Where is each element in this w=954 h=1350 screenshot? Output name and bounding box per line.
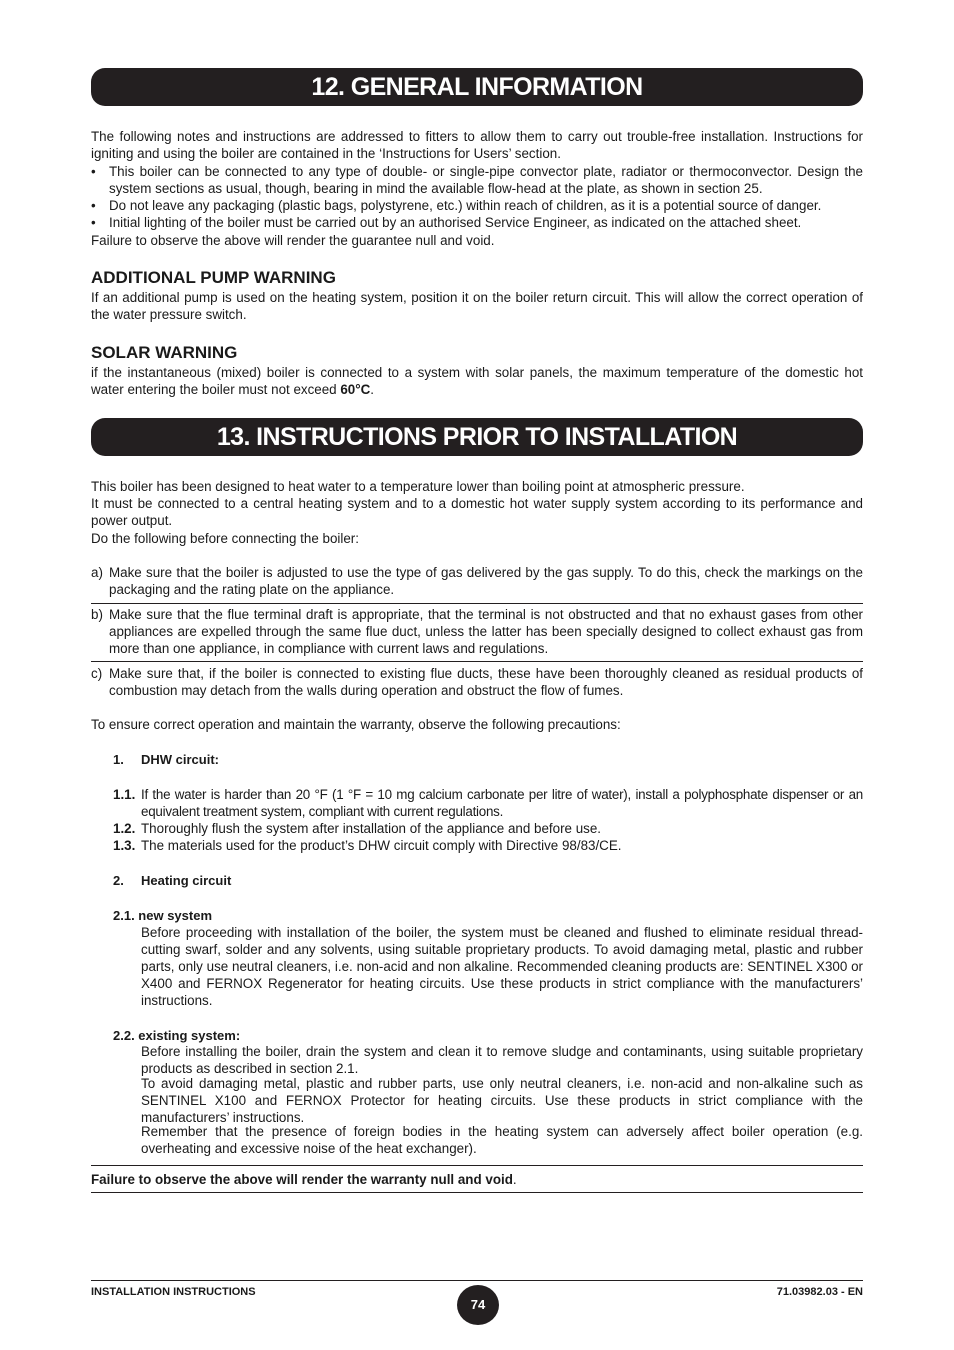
dhw-item-mark: 1.1. xyxy=(113,787,136,802)
warranty-end: . xyxy=(512,1172,517,1187)
bullet-item xyxy=(91,163,863,197)
bullet-item xyxy=(91,214,863,231)
page-number: 74 xyxy=(457,1285,499,1325)
warranty-text: Failure to observe the above will render the warranty null and void xyxy=(91,1172,513,1187)
precautions-intro: To ensure correct operation and maintain the warranty, observe the following precautions: xyxy=(91,717,621,732)
list-item xyxy=(91,665,863,699)
bullet-mark: • xyxy=(91,215,96,230)
dhw-item xyxy=(113,837,863,854)
bullet-mark: • xyxy=(91,198,96,213)
list-text: Make sure that the boiler is adjusted to use the type of gas delivered by the gas supply. To do this, check the markings on the packaging and the rating plate on the appliance. xyxy=(109,565,863,597)
bullet-text: Initial lighting of the boiler must be carried out by an authorised Service Engineer, as indicated on the attached sheet. xyxy=(109,215,802,230)
section-13-intro-3: Do the following before connecting the boiler: xyxy=(91,531,359,546)
dhw-item xyxy=(113,820,863,837)
footer-divider xyxy=(91,1280,863,1281)
list-item xyxy=(91,564,863,598)
existing-system-heading: 2.2. existing system: xyxy=(113,1028,241,1043)
dhw-heading xyxy=(113,751,219,768)
dhw-item-mark: 1.2. xyxy=(113,821,136,836)
warranty-note xyxy=(91,1171,863,1188)
solar-temperature: 60°C xyxy=(340,382,371,397)
section-13-intro-2: It must be connected to a central heating system and to a domestic hot water supply system according to its performance and power output. xyxy=(91,496,863,528)
list-mark: a) xyxy=(91,565,103,580)
dhw-item xyxy=(113,786,863,820)
pump-warning-heading: ADDITIONAL PUMP WARNING xyxy=(91,268,336,287)
list-text: Make sure that, if the boiler is connected to existing flue ducts, these have been thoroughly cleaned as residual products of combustion may detach from the walls during operation and obstruct the flow of fumes. xyxy=(109,666,863,698)
solar-warning-text xyxy=(91,364,863,398)
heating-mark: 2. xyxy=(113,873,124,888)
bullet-item xyxy=(91,197,863,214)
divider xyxy=(91,661,863,662)
dhw-heading-label: DHW circuit: xyxy=(141,752,219,767)
new-system-heading: 2.1. new system xyxy=(113,908,212,923)
dhw-item-text: The materials used for the product’s DHW circuit comply with Directive 98/83/CE. xyxy=(141,838,622,853)
new-system-text: Before proceeding with installation of the boiler, the system must be cleaned and flushed to eliminate residual thread-cutting swarf, solder and any solvents, using suitable proprietary products. To avoid damaging metal, plastic and rubber parts, only use neutral cleaners, i.e. non-acid and non alkaline. Recommended cleaning products are: SENTINEL X300 or X400 and FERNOX Regenerator for heating circuits. Use these products in strict compliance with the manufacturers’ instructions. xyxy=(141,925,863,1008)
section-12-intro: The following notes and instructions are addressed to fitters to allow them to carry out trouble-free installation. Instructions for igniting and using the boiler are contained in the ‘Instructions for Users’ section. xyxy=(91,129,863,161)
existing-system-text-3: Remember that the presence of foreign bodies in the heating system can adversely affect boiler operation (e.g. overheating and excessive noise of the heat exchanger). xyxy=(141,1124,863,1156)
footer-left-label: INSTALLATION INSTRUCTIONS xyxy=(91,1286,256,1298)
dhw-item-mark: 1.3. xyxy=(113,838,136,853)
footer-document-code: 71.03982.03 - EN xyxy=(776,1286,863,1298)
dhw-item-text: If the water is harder than 20 °F (1 °F = 10 mg calcium carbonate per litre of water), install a polyphosphate dispenser or an equivalent treatment system, compliant with current regulations. xyxy=(141,787,863,819)
divider xyxy=(91,603,863,604)
list-mark: b) xyxy=(91,607,103,622)
bullet-text: This boiler can be connected to any type of double- or single-pipe convector plate, radiator or thermoconvector. Design the system sections as usual, though, bearing in mind the available flow-head at the plate, as shown in section 25. xyxy=(109,164,863,196)
divider xyxy=(91,1192,863,1193)
bullet-text: Do not leave any packaging (plastic bags, polystyrene, etc.) within reach of children, as it is a potential source of danger. xyxy=(109,198,822,213)
divider xyxy=(91,1165,863,1166)
list-item xyxy=(91,606,863,657)
section-13-title: 13. INSTRUCTIONS PRIOR TO INSTALLATION xyxy=(91,418,863,456)
section-13-intro-1: This boiler has been designed to heat water to a temperature lower than boiling point at atmospheric pressure. xyxy=(91,479,745,494)
existing-system-text-2: To avoid damaging metal, plastic and rubber parts, use only neutral cleaners, i.e. non-acid and non-alkaline such as SENTINEL X100 and FERNOX Protector for heating circuits. Use these products in strict compliance with the manufacturers’ instructions. xyxy=(141,1076,863,1125)
heating-heading-label: Heating circuit xyxy=(141,873,232,888)
solar-text: if the instantaneous (mixed) boiler is connected to a system with solar panels, the maximum temperature of the domestic hot water entering the boiler must not exceed xyxy=(91,365,863,397)
guarantee-note: Failure to observe the above will render the guarantee null and void. xyxy=(91,233,495,248)
solar-end: . xyxy=(370,382,375,397)
solar-warning-heading: SOLAR WARNING xyxy=(91,343,238,362)
existing-system-text-1: Before installing the boiler, drain the system and clean it to remove sludge and contaminants, using suitable proprietary products as described in section 2.1. xyxy=(141,1044,863,1076)
section-12-title: 12. GENERAL INFORMATION xyxy=(91,68,863,106)
dhw-item-text: Thoroughly flush the system after installation of the appliance and before use. xyxy=(141,821,602,836)
heating-heading xyxy=(113,872,231,889)
list-text: Make sure that the flue terminal draft is appropriate, that the terminal is not obstructed and that no exhaust gases from other appliances are expelled through the same flue duct, unless the latter has been specially designed to collect exhaust gas from more than one appliance, in compliance with current laws and regulations. xyxy=(109,607,863,656)
bullet-mark: • xyxy=(91,164,96,179)
dhw-mark: 1. xyxy=(113,752,124,767)
list-mark: c) xyxy=(91,666,103,681)
pump-warning-text: If an additional pump is used on the heating system, position it on the boiler return circuit. This will allow the correct operation of the water pressure switch. xyxy=(91,290,863,322)
